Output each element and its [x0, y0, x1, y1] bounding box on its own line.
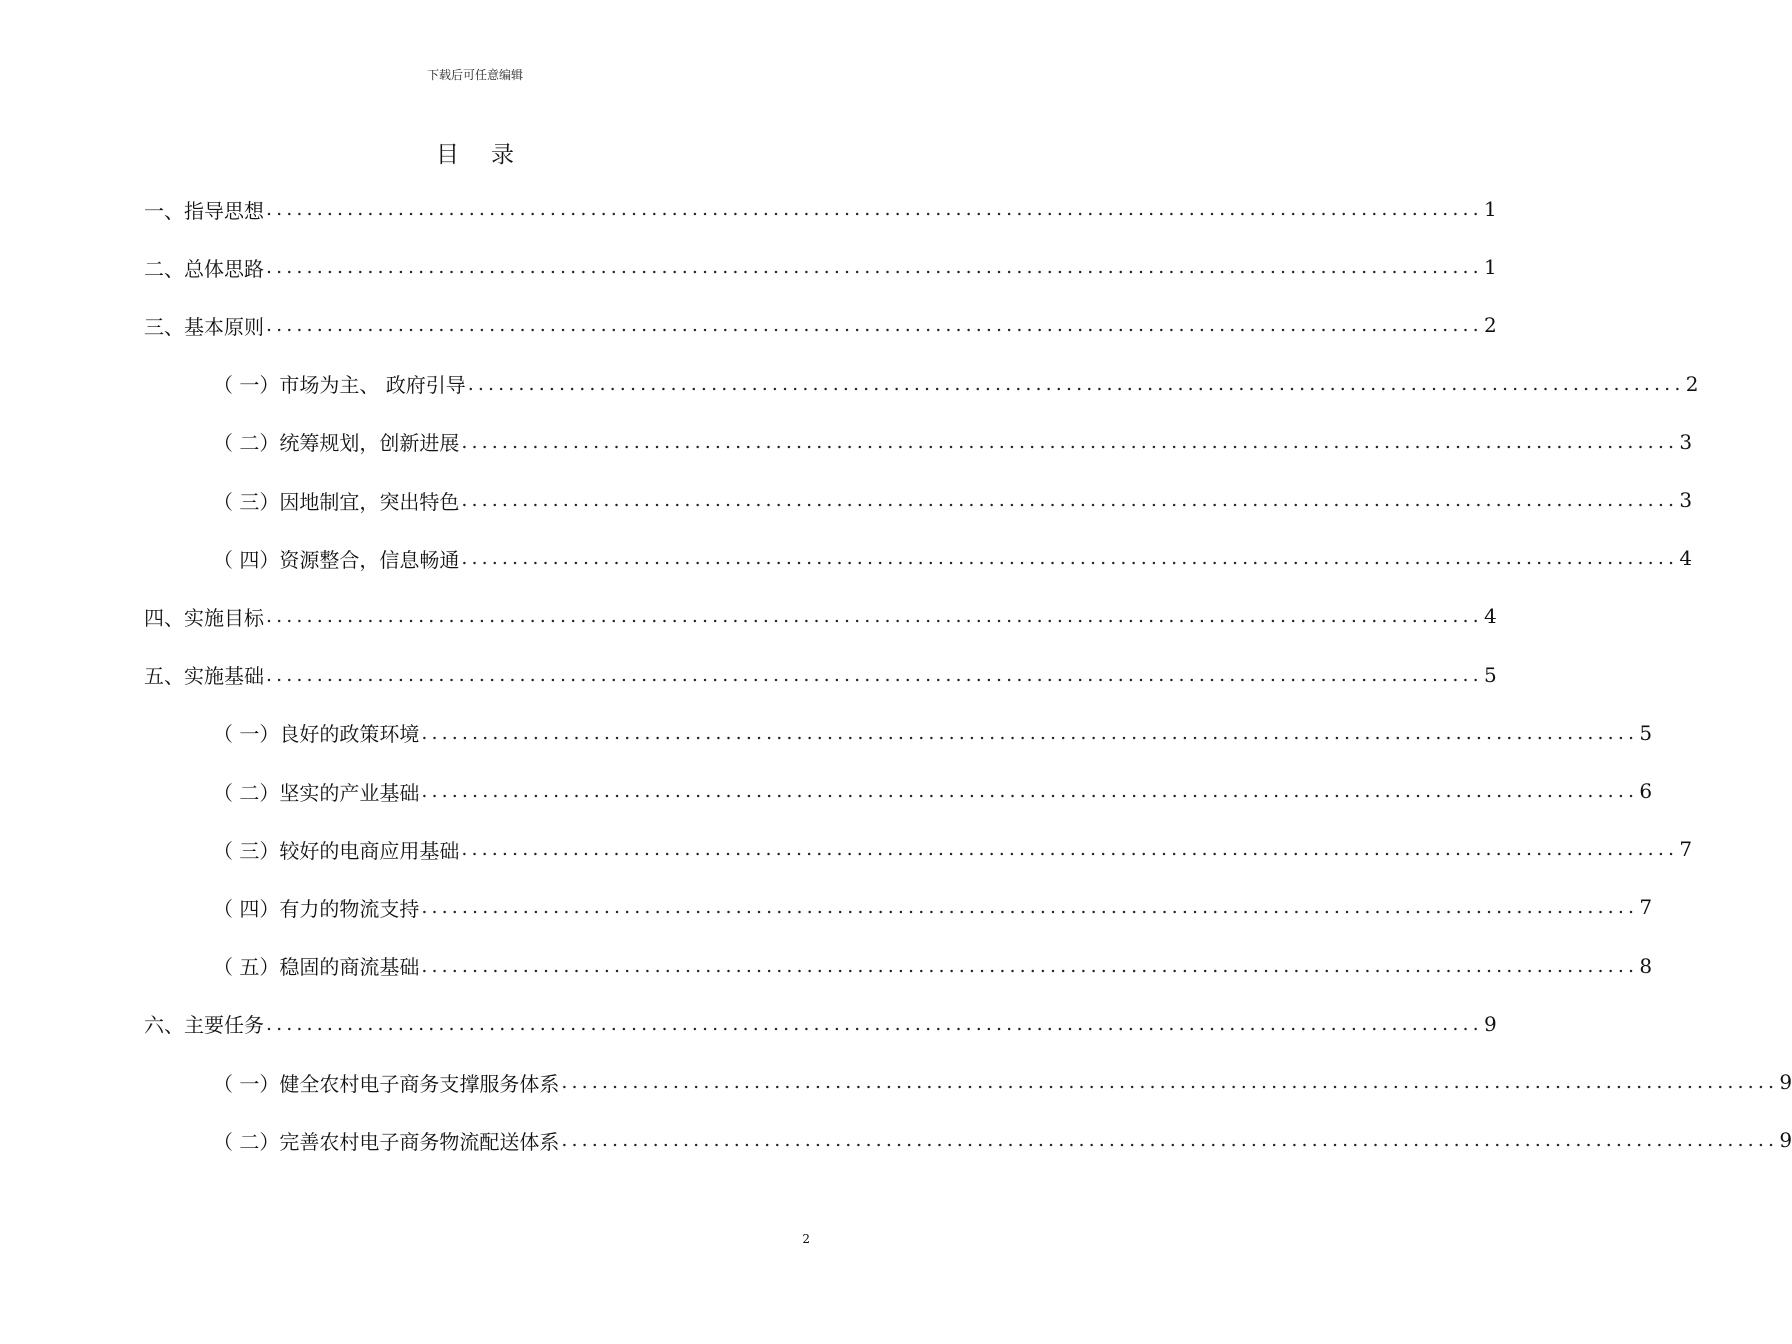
toc-leader-dots: ........................................................................................................................	[561, 1129, 1779, 1152]
toc-entry[interactable]	[213, 427, 1693, 457]
toc-entry-title: 总体思路	[184, 256, 264, 281]
toc-leader-dots: ........................................................................................................................	[461, 430, 1679, 453]
toc-entry-number: 三、	[144, 314, 184, 339]
toc-entry-title: 稳固的商流基础	[279, 955, 420, 980]
toc-entry-number: （ 一）	[213, 1071, 280, 1096]
toc-entry-title: 实施基础	[184, 664, 264, 689]
toc-entry-number: （ 四）	[213, 896, 280, 921]
toc-leader-dots: ........................................................................................................................	[421, 896, 1639, 919]
toc-entry[interactable]	[213, 1067, 1792, 1097]
toc-entry-title: 较好的电商应用基础	[279, 838, 460, 863]
toc-leader-dots: ........................................................................................................................	[421, 780, 1639, 802]
toc-entry-title: 实施目标	[184, 605, 264, 630]
toc-entry[interactable]	[144, 194, 1497, 224]
toc-entry-number: （ 一）	[213, 722, 280, 747]
toc-entry-page: 9	[1779, 1070, 1792, 1094]
toc-leader-dots: ........................................................................................................................	[266, 314, 1483, 337]
toc-entry-page: 7	[1679, 837, 1693, 862]
toc-entry-page: 2	[1484, 313, 1497, 338]
toc-leader-dots: ........................................................................................................................	[561, 1071, 1779, 1093]
toc-entry[interactable]	[213, 834, 1693, 864]
toc-leader-dots: ........................................................................................................................	[461, 489, 1679, 511]
toc-leader-dots: ........................................................................................................................	[461, 547, 1679, 570]
toc-entry-page: 9	[1484, 1011, 1497, 1036]
toc-entry[interactable]	[144, 601, 1497, 631]
toc-leader-dots: ........................................................................................................................	[467, 372, 1685, 395]
toc-entry-number: （ 四）	[213, 547, 280, 572]
toc-entry-number: （ 三）	[213, 489, 280, 514]
toc-entry[interactable]	[213, 1125, 1792, 1155]
toc-entry-number: 二、	[144, 256, 184, 281]
toc-entry-page: 7	[1639, 895, 1653, 920]
toc-entry-number: 四、	[144, 605, 184, 630]
toc-entry-title: 有力的物流支持	[279, 896, 420, 921]
toc-entry[interactable]	[144, 660, 1497, 690]
toc-entry-page: 4	[1679, 546, 1693, 571]
toc-entry-title: 坚实的产业基础	[279, 780, 420, 805]
toc-entry-page: 5	[1639, 720, 1653, 745]
page-number: 2	[802, 1232, 810, 1246]
toc-leader-dots: ........................................................................................................................	[266, 605, 1483, 628]
toc-entry-page: 1	[1484, 255, 1497, 280]
toc-entry-title: 统筹规划，创新进展	[279, 431, 460, 456]
toc-entry-number: （ 二）	[213, 431, 280, 456]
toc-entry-page: 6	[1639, 779, 1653, 803]
toc-leader-dots: ........................................................................................................................	[421, 954, 1639, 977]
toc-entry[interactable]	[213, 369, 1699, 399]
toc-leader-dots: ........................................................................................................................	[266, 198, 1483, 220]
toc-entry-title: 完善农村电子商务物流配送体系	[279, 1129, 560, 1154]
toc-leader-dots: ........................................................................................................................	[461, 838, 1679, 861]
toc-entry-number: （ 三）	[213, 838, 280, 863]
toc-entry[interactable]	[213, 543, 1693, 573]
toc-entry-page: 9	[1779, 1128, 1792, 1153]
toc-entry-title: 基本原则	[184, 314, 264, 339]
toc-entry-number: （ 一）	[213, 373, 280, 398]
toc-entry-page: 3	[1679, 488, 1693, 512]
toc-leader-dots: ........................................................................................................................	[266, 663, 1483, 686]
toc-entry[interactable]	[213, 485, 1693, 515]
toc-entry-title: 主要任务	[184, 1013, 264, 1038]
toc-entry[interactable]	[144, 310, 1497, 340]
page-header: 下载后可任意编辑	[426, 68, 523, 82]
toc-leader-dots: ........................................................................................................................	[266, 256, 1483, 279]
toc-title	[0, 136, 950, 169]
toc-entry-title: 市场为主、 政府引导	[279, 373, 466, 398]
toc-entry[interactable]	[213, 951, 1653, 981]
toc-leader-dots: ........................................................................................................................	[421, 721, 1639, 744]
toc-entry-title: 因地制宜，突出特色	[279, 489, 460, 514]
toc-entry[interactable]	[213, 718, 1653, 748]
toc-entry-page: 3	[1679, 429, 1693, 454]
toc-entry-page: 2	[1685, 371, 1699, 396]
toc-entry-page: 4	[1484, 604, 1497, 629]
toc-entry-number: 五、	[144, 664, 184, 689]
toc-entry[interactable]	[144, 252, 1497, 282]
toc-entry-number: 六、	[144, 1013, 184, 1038]
toc-entry-title: 良好的政策环境	[279, 722, 420, 747]
toc-entry-page: 1	[1484, 197, 1497, 221]
toc-entry-page: 5	[1484, 662, 1497, 687]
toc-leader-dots: ........................................................................................................................	[266, 1012, 1483, 1035]
toc-title-char-1: 目	[436, 142, 459, 168]
toc-entry-page: 8	[1639, 953, 1653, 978]
toc-title-char-2: 录	[491, 142, 514, 168]
toc-entry-title: 指导思想	[184, 198, 264, 223]
toc-entry-number: （ 二）	[213, 780, 280, 805]
toc-entry-number: （ 二）	[213, 1129, 280, 1154]
toc-entry[interactable]	[144, 1009, 1497, 1039]
toc-entry[interactable]	[213, 892, 1653, 922]
toc-entry-title: 资源整合，信息畅通	[279, 547, 460, 572]
toc-entry[interactable]	[213, 776, 1653, 806]
toc-entry-title: 健全农村电子商务支撑服务体系	[279, 1071, 560, 1096]
toc-entry-number: （ 五）	[213, 955, 280, 980]
toc-entry-number: 一、	[144, 198, 184, 223]
